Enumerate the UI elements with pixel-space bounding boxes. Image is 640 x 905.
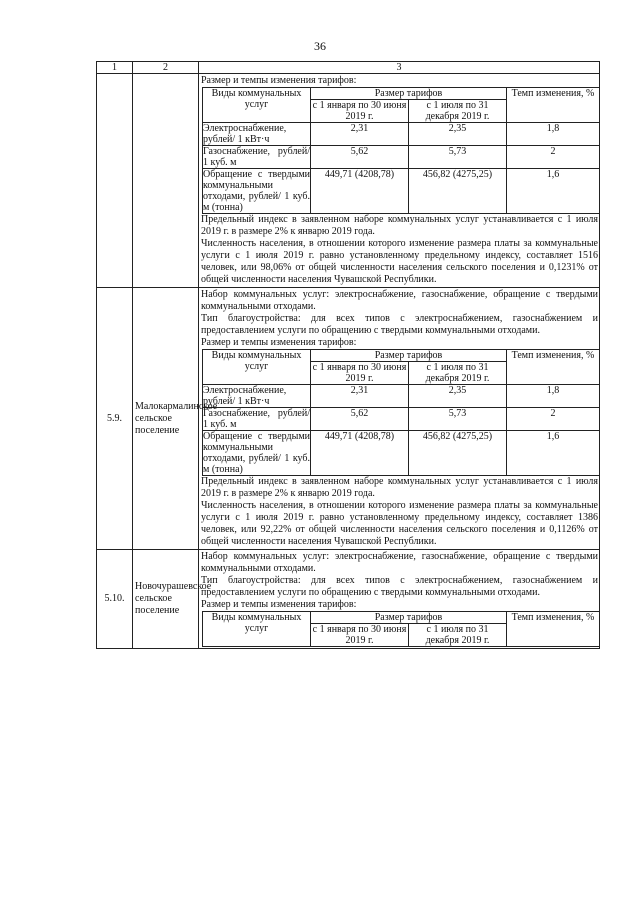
settlement-row <box>97 74 600 288</box>
tariff-h2: 456,82 (4275,25) <box>409 431 507 476</box>
column-number-3: 3 <box>199 62 600 74</box>
settlement-name: Новочурашевское сельское поселение <box>133 550 199 649</box>
tariffs-label: Размер и темпы изменения тарифов: <box>201 75 357 86</box>
table-row <box>203 385 600 408</box>
service-name: Газоснабжение, рублей/ 1 куб. м <box>203 146 310 168</box>
table-row <box>203 408 600 431</box>
services-text: Набор коммунальных услуг: электроснабжение, газоснабжение, обращение с твердыми коммунальными отходами. <box>201 289 598 312</box>
table-row <box>203 146 600 169</box>
settlement-row <box>97 550 600 649</box>
header-tariff-size: Размер тарифов <box>311 88 507 100</box>
tariff-h2: 2,35 <box>409 385 507 408</box>
service-name: Обращение с твердыми коммунальными отходами, рублей/ 1 куб. м (тонна) <box>203 169 310 213</box>
header-change-rate: Темп изменения, % <box>507 88 600 123</box>
row-number: 5.10. <box>97 550 133 649</box>
header-service-type: Виды коммунальных услуг <box>203 350 311 385</box>
column-number-1: 1 <box>97 62 133 74</box>
tariff-table <box>202 349 600 476</box>
header-tariff-size: Размер тарифов <box>311 350 507 362</box>
change-rate: 2 <box>507 146 600 169</box>
header-period-2: с 1 июля по 31 декабря 2019 г. <box>409 624 507 647</box>
service-name: Обращение с твердыми коммунальными отходами, рублей/ 1 куб. м (тонна) <box>203 431 310 475</box>
tariff-h2: 2,35 <box>409 123 507 146</box>
service-name: Электроснабжение, рублей/ 1 кВт·ч <box>203 123 311 146</box>
change-rate: 1,6 <box>507 169 600 214</box>
header-period-2: с 1 июля по 31 декабря 2019 г. <box>409 362 507 385</box>
header-change-rate: Темп изменения, % <box>507 350 600 385</box>
population-text: Численность населения, в отношении которого изменение размера платы за коммунальные услуги с 1 июля 2019 г. равно установленному предельному индексу, составляет 1516 человек, или 98,06% от общей численности населения сельского поселения и 0,1231% от общей численности населения Чувашской Республики. <box>201 238 598 285</box>
tariff-h1: 5,62 <box>311 146 409 169</box>
header-service-type: Виды коммунальных услуг <box>203 88 311 123</box>
change-rate: 1,8 <box>507 123 600 146</box>
index-text: Предельный индекс в заявленном наборе коммунальных услуг устанавливается с 1 июля 2019 г. в размере 2% к январю 2019 года. <box>201 476 598 499</box>
header-change-rate: Темп изменения, % <box>507 612 600 647</box>
index-text: Предельный индекс в заявленном наборе коммунальных услуг устанавливается с 1 июля 2019 г. в размере 2% к январю 2019 года. <box>201 214 598 237</box>
service-name: Газоснабжение, рублей/ 1 куб. м <box>203 408 310 430</box>
header-tariff-size: Размер тарифов <box>311 612 507 624</box>
row-number: 5.9. <box>97 288 133 550</box>
improvement-text: Тип благоустройства: для всех типов с электроснабжением, газоснабжением и предоставлением услуги по обращению с твердыми коммунальными отходами. <box>201 313 598 336</box>
header-period-1: с 1 января по 30 июня 2019 г. <box>311 624 409 647</box>
tariffs-label: Размер и темпы изменения тарифов: <box>201 599 357 610</box>
header-period-2: с 1 июля по 31 декабря 2019 г. <box>409 100 507 123</box>
table-row <box>203 431 600 476</box>
improvement-text: Тип благоустройства: для всех типов с электроснабжением, газоснабжением и предоставлением услуги по обращению с твердыми коммунальными отходами. <box>201 575 598 598</box>
tariff-h1: 449,71 (4208,78) <box>311 431 409 476</box>
tariff-h1: 2,31 <box>311 123 409 146</box>
header-period-1: с 1 января по 30 июня 2019 г. <box>311 362 409 385</box>
change-rate: 1,6 <box>507 431 600 476</box>
tariff-h1: 2,31 <box>311 385 409 408</box>
page-number: 36 <box>314 39 326 53</box>
tariff-h2: 5,73 <box>409 408 507 431</box>
change-rate: 2 <box>507 408 600 431</box>
tariff-h1: 449,71 (4208,78) <box>311 169 409 214</box>
tariff-h2: 5,73 <box>409 146 507 169</box>
settlement-row <box>97 288 600 550</box>
tariff-h1: 5,62 <box>311 408 409 431</box>
services-text: Набор коммунальных услуг: электроснабжение, газоснабжение, обращение с твердыми коммунальными отходами. <box>201 551 598 574</box>
population-text: Численность населения, в отношении которого изменение размера платы за коммунальные услуги с 1 июля 2019 г. равно установленному предельному индексу, составляет 1386 человек, или 92,22% от общей численности населения сельского поселения и 0,1126% от общей численности населения Чувашской Республики. <box>201 500 598 547</box>
table-row <box>203 123 600 146</box>
tariffs-label: Размер и темпы изменения тарифов: <box>201 337 357 348</box>
change-rate: 1,8 <box>507 385 600 408</box>
tariff-table <box>202 87 600 214</box>
column-numbers-row <box>97 62 600 74</box>
header-period-1: с 1 января по 30 июня 2019 г. <box>311 100 409 123</box>
table-row <box>203 169 600 214</box>
tariff-h2: 456,82 (4275,25) <box>409 169 507 214</box>
settlement-name: Малокармалинское сельское поселение <box>133 288 199 550</box>
column-number-2: 2 <box>133 62 199 74</box>
tariff-table <box>202 611 600 647</box>
header-service-type: Виды коммунальных услуг <box>203 612 311 647</box>
tariff-document-table <box>96 61 600 649</box>
service-name: Электроснабжение, рублей/ 1 кВт·ч <box>203 385 311 408</box>
